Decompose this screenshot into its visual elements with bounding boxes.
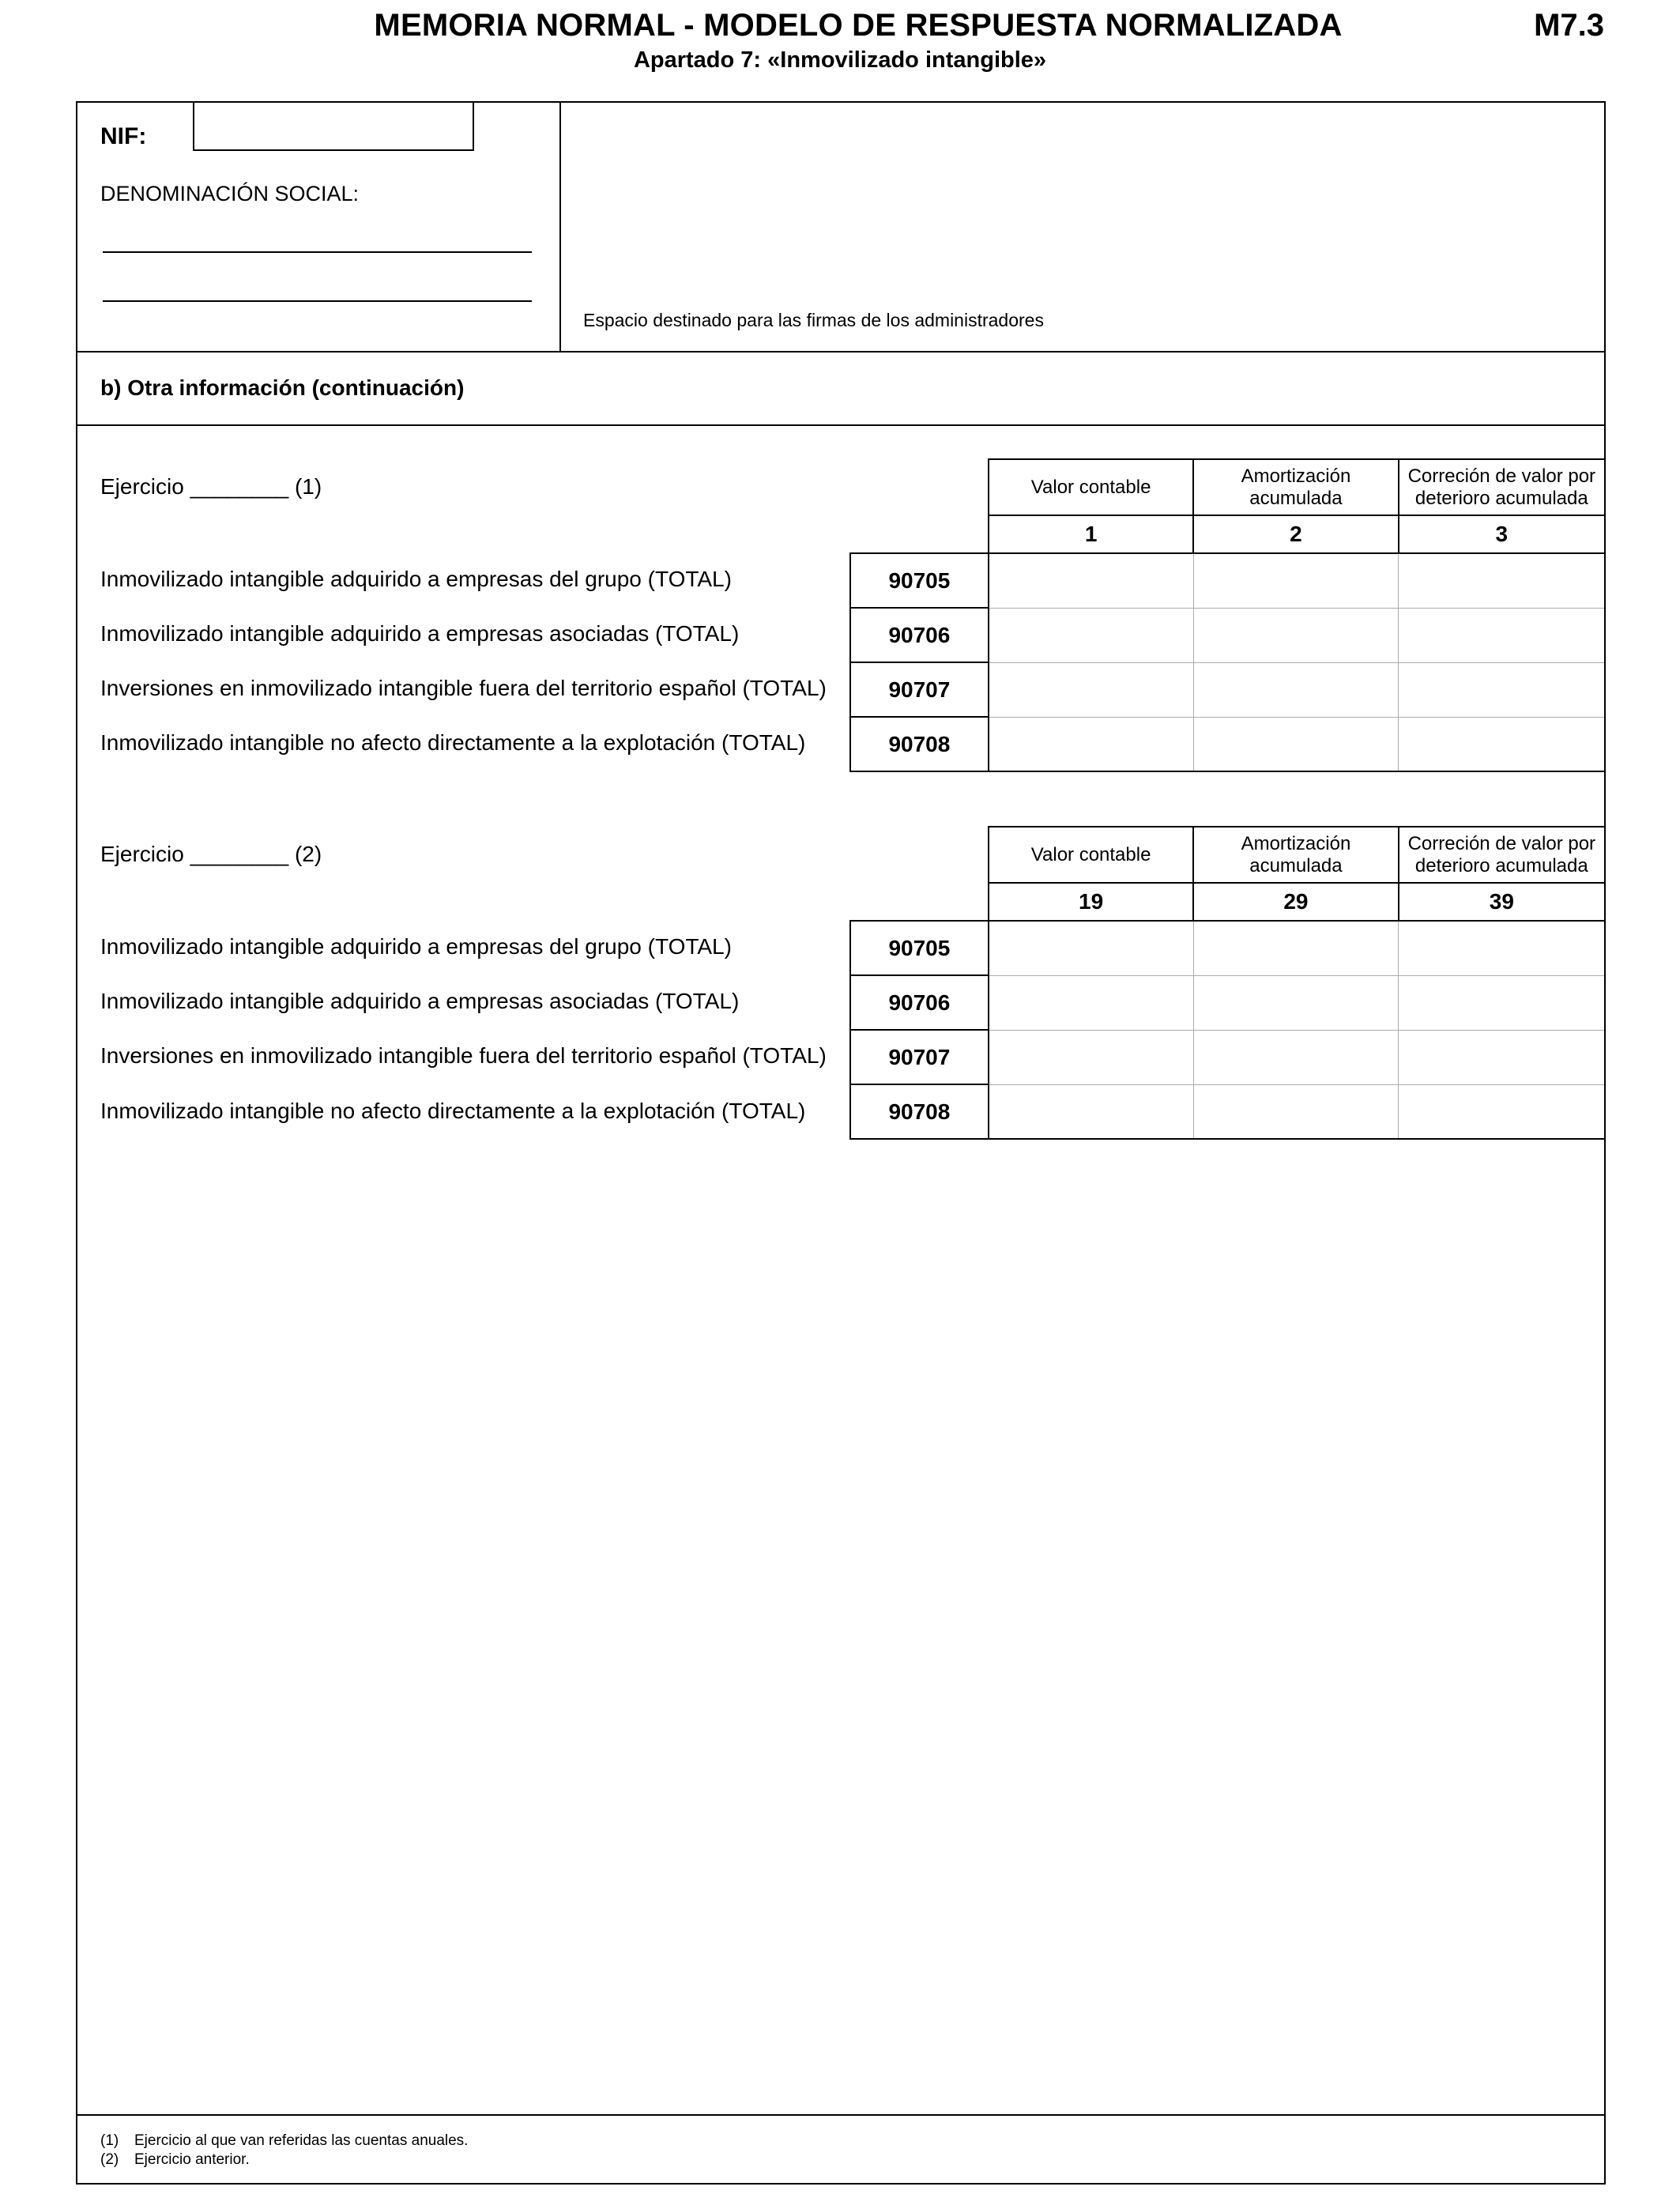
col-2-header: Amortización acumulada bbox=[1193, 459, 1398, 515]
table-row bbox=[850, 975, 1605, 1030]
value-cell[interactable] bbox=[989, 921, 1193, 975]
section-divider-bottom bbox=[76, 424, 1606, 426]
form-code: M7.3 bbox=[1534, 8, 1604, 43]
table-row bbox=[850, 553, 1605, 608]
row-label: Inmovilizado intangible adquirido a empresas asociadas (TOTAL) bbox=[100, 989, 740, 1013]
col-3-header: Correción de valor por deterioro acumulada bbox=[1399, 827, 1605, 883]
value-cell[interactable] bbox=[1399, 553, 1605, 608]
row-label: Inmovilizado intangible adquirido a empresas del grupo (TOTAL) bbox=[100, 934, 732, 959]
row-code: 90708 bbox=[850, 1084, 989, 1139]
value-cell[interactable] bbox=[1399, 975, 1605, 1030]
row-code: 90705 bbox=[850, 921, 989, 975]
section-title: b) Otra información (continuación) bbox=[100, 375, 465, 400]
nif-label: NIF: bbox=[100, 123, 147, 149]
block-1-header bbox=[988, 458, 1606, 554]
table-row bbox=[850, 608, 1605, 662]
signature-space-label: Espacio destinado para las firmas de los administradores bbox=[583, 310, 1044, 330]
row-code: 90706 bbox=[850, 975, 989, 1030]
row-code: 90705 bbox=[850, 553, 989, 608]
block-2-header bbox=[988, 826, 1606, 922]
footnote-divider bbox=[76, 2114, 1606, 2116]
form-frame bbox=[76, 101, 1606, 2185]
col-3-number: 3 bbox=[1399, 515, 1605, 553]
value-cell[interactable] bbox=[989, 553, 1193, 608]
value-cell[interactable] bbox=[1193, 553, 1398, 608]
identification-divider bbox=[559, 101, 561, 352]
value-cell[interactable] bbox=[1399, 717, 1605, 771]
value-cell[interactable] bbox=[1399, 1084, 1605, 1139]
value-cell[interactable] bbox=[989, 608, 1193, 662]
row-code: 90708 bbox=[850, 717, 989, 771]
row-label: Inversiones en inmovilizado intangible fuera del territorio español (TOTAL) bbox=[100, 676, 827, 700]
table-row bbox=[850, 1084, 1605, 1139]
nif-input[interactable] bbox=[193, 101, 474, 151]
ejercicio-1-label: Ejercicio ________ (1) bbox=[100, 474, 322, 499]
col-1-number: 19 bbox=[989, 883, 1193, 921]
col-1-header: Valor contable bbox=[989, 459, 1193, 515]
value-cell[interactable] bbox=[1193, 1030, 1398, 1084]
denominacion-line-1[interactable] bbox=[103, 251, 532, 253]
value-cell[interactable] bbox=[1193, 608, 1398, 662]
table-row bbox=[850, 717, 1605, 771]
col-3-header: Correción de valor por deterioro acumulada bbox=[1399, 459, 1605, 515]
col-2-number: 29 bbox=[1193, 883, 1398, 921]
page-subtitle: Apartado 7: «Inmovilizado intangible» bbox=[633, 47, 1047, 73]
ejercicio-2-label: Ejercicio ________ (2) bbox=[100, 842, 322, 866]
row-code: 90707 bbox=[850, 1030, 989, 1084]
value-cell[interactable] bbox=[989, 662, 1193, 717]
value-cell[interactable] bbox=[1399, 608, 1605, 662]
row-label: Inmovilizado intangible no afecto directamente a la explotación (TOTAL) bbox=[100, 730, 806, 755]
row-code: 90707 bbox=[850, 662, 989, 717]
table-row bbox=[850, 662, 1605, 717]
value-cell[interactable] bbox=[989, 975, 1193, 1030]
page-title: MEMORIA NORMAL - MODELO DE RESPUESTA NORMALIZADA bbox=[374, 8, 1343, 43]
footnote-1: (1) Ejercicio al que van referidas las cuentas anuales. bbox=[100, 2132, 469, 2149]
value-cell[interactable] bbox=[1399, 662, 1605, 717]
row-label: Inmovilizado intangible adquirido a empresas asociadas (TOTAL) bbox=[100, 621, 740, 646]
value-cell[interactable] bbox=[1193, 662, 1398, 717]
value-cell[interactable] bbox=[1399, 921, 1605, 975]
footnote-2: (2) Ejercicio anterior. bbox=[100, 2151, 250, 2168]
row-code: 90706 bbox=[850, 608, 989, 662]
col-1-header: Valor contable bbox=[989, 827, 1193, 883]
value-cell[interactable] bbox=[989, 1030, 1193, 1084]
value-cell[interactable] bbox=[1193, 921, 1398, 975]
col-3-number: 39 bbox=[1399, 883, 1605, 921]
row-label: Inmovilizado intangible no afecto directamente a la explotación (TOTAL) bbox=[100, 1099, 806, 1123]
value-cell[interactable] bbox=[1193, 717, 1398, 771]
col-1-number: 1 bbox=[989, 515, 1193, 553]
block-1-table bbox=[849, 552, 1606, 772]
section-divider-top bbox=[76, 351, 1606, 352]
value-cell[interactable] bbox=[989, 717, 1193, 771]
table-row bbox=[850, 921, 1605, 975]
value-cell[interactable] bbox=[1399, 1030, 1605, 1084]
col-2-number: 2 bbox=[1193, 515, 1398, 553]
value-cell[interactable] bbox=[1193, 1084, 1398, 1139]
block-2-table bbox=[849, 920, 1606, 1140]
denominacion-label: DENOMINACIÓN SOCIAL: bbox=[100, 182, 360, 205]
row-label: Inversiones en inmovilizado intangible fuera del territorio español (TOTAL) bbox=[100, 1043, 827, 1068]
value-cell[interactable] bbox=[989, 1084, 1193, 1139]
table-row bbox=[850, 1030, 1605, 1084]
value-cell[interactable] bbox=[1193, 975, 1398, 1030]
denominacion-line-2[interactable] bbox=[103, 300, 532, 302]
row-label: Inmovilizado intangible adquirido a empresas del grupo (TOTAL) bbox=[100, 567, 732, 591]
col-2-header: Amortización acumulada bbox=[1193, 827, 1398, 883]
